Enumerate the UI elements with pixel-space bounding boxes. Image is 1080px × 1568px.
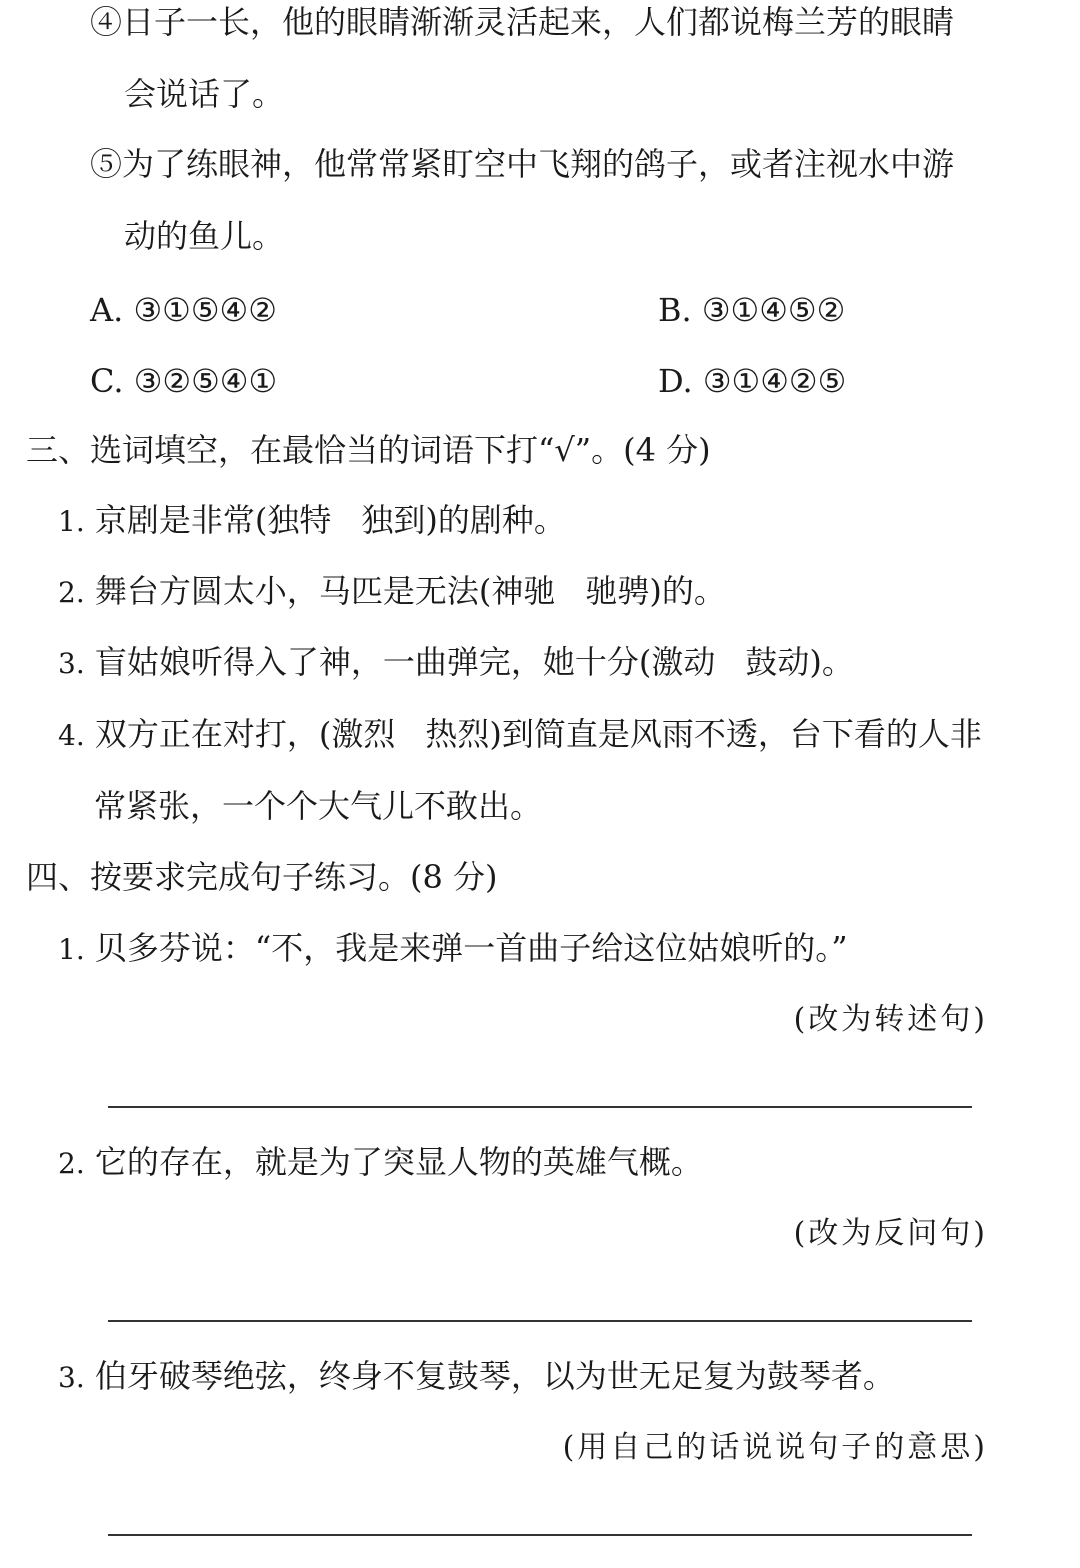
option-label: C. [90,362,124,400]
s3-item-1 [58,500,566,542]
item-number: 3. [58,647,85,680]
item-number: 1. [58,933,85,966]
sentence-5-line2: 动的鱼儿。 [124,217,285,255]
s4-item-2-instruction: (改为反问句) [793,1216,988,1251]
option-value: ③①④②⑤ [702,362,847,400]
section-3-heading: 三、选词填空，在最恰当的词语下打“√”。(4 分) [26,431,711,469]
item-number: 1. [58,505,85,538]
sentence-5-line1: ⑤为了练眼神，他常常紧盯空中飞翔的鸽子，或者注视水中游 [90,145,955,183]
sentence-4-line1: ④日子一长，他的眼睛渐渐灵活起来，人们都说梅兰芳的眼睛 [90,3,955,41]
item-text: 贝多芬说：“不，我是来弹一首曲子给这位姑娘听的。” [94,929,848,967]
item-number: 2. [58,576,85,609]
s4-item-1-instruction: (改为转述句) [793,1002,988,1037]
item-text: 舞台方圆太小，马匹是无法(神驰 [94,572,556,610]
option-d[interactable] [658,361,846,401]
item-number: 3. [58,1361,85,1394]
s3-item-2 [58,571,726,613]
option-b[interactable] [658,290,845,330]
answer-line-3[interactable] [108,1534,972,1536]
item-text: 盲姑娘听得入了神，一曲弹完，她十分(激动 [94,643,716,681]
item-number: 2. [58,1147,85,1180]
s4-item-1 [58,928,848,970]
item-text-alt: 鼓动)。 [745,643,854,681]
option-label: D. [658,362,693,400]
s3-item-4 [58,714,982,756]
option-value: ③①⑤④② [133,291,277,329]
option-value: ③①④⑤② [701,291,846,329]
item-text: 双方正在对打，(激烈 [94,715,396,753]
section-4-heading: 四、按要求完成句子练习。(8 分) [26,858,498,896]
item-text-alt: 驰骋)的。 [585,572,726,610]
answer-line-1[interactable] [108,1106,972,1108]
s4-item-2 [58,1142,703,1184]
option-a[interactable] [90,290,277,330]
s4-item-3 [58,1356,895,1398]
item-text: 京剧是非常(独特 [94,501,332,539]
option-value: ③②⑤④① [133,362,278,400]
s3-item-4-line2: 常紧张，一个个大气儿不敢出。 [94,787,543,825]
option-label: A. [90,291,124,329]
answer-line-2[interactable] [108,1320,972,1322]
option-c[interactable] [90,361,277,401]
sentence-4-line2: 会说话了。 [124,75,285,113]
item-text-alt: 热烈)到简直是风雨不透，台下看的人非 [425,715,982,753]
s3-item-3 [58,642,854,684]
item-text: 它的存在，就是为了突显人物的英雄气概。 [94,1143,703,1181]
s4-item-3-instruction: (用自己的话说说句子的意思) [562,1430,988,1465]
item-number: 4. [58,719,85,752]
item-text: 伯牙破琴绝弦，终身不复鼓琴，以为世无足复为鼓琴者。 [94,1357,895,1395]
item-text-alt: 独到)的剧种。 [361,501,566,539]
option-label: B. [658,291,692,329]
